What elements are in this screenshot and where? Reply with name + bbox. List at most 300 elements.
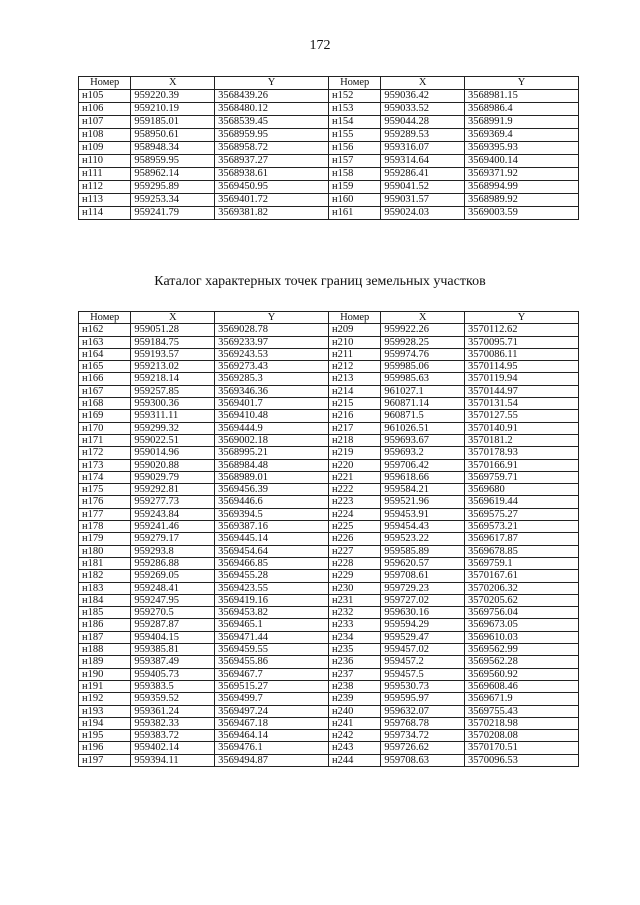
coord-y-cell: 3569371.92: [465, 168, 579, 181]
point-number-cell: н230: [328, 582, 380, 594]
point-number-cell: н211: [328, 348, 380, 360]
coord-y-cell: 3569453.82: [215, 607, 329, 619]
point-number-cell: н233: [328, 619, 380, 631]
coord-x-cell: 959359.52: [131, 693, 215, 705]
coord-x-cell: 959295.89: [131, 181, 215, 194]
point-number-cell: н152: [328, 90, 380, 103]
coord-y-cell: 3569450.95: [215, 181, 329, 194]
coord-x-cell: 959530.73: [381, 680, 465, 692]
point-number-cell: н167: [79, 385, 131, 397]
header-number: Номер: [79, 77, 131, 90]
point-number-cell: н184: [79, 594, 131, 606]
coord-y-cell: 3569515.27: [215, 680, 329, 692]
coord-x-cell: 959383.5: [131, 680, 215, 692]
point-number-cell: н185: [79, 607, 131, 619]
coord-y-cell: 3568539.45: [215, 116, 329, 129]
coord-x-cell: 959300.36: [131, 398, 215, 410]
coord-x-cell: 959270.5: [131, 607, 215, 619]
point-number-cell: н170: [79, 422, 131, 434]
coord-x-cell: 959453.91: [381, 508, 465, 520]
point-number-cell: н217: [328, 422, 380, 434]
table-row: [79, 373, 579, 385]
coord-y-cell: 3570167.61: [465, 570, 579, 582]
coord-x-cell: 959928.25: [381, 336, 465, 348]
point-number-cell: н171: [79, 434, 131, 446]
coord-x-cell: 959457.5: [381, 668, 465, 680]
table-row: [79, 742, 579, 754]
table-header-row: [79, 77, 579, 90]
section-title: Каталог характерных точек границ земельных участков: [154, 274, 486, 289]
point-number-cell: н111: [79, 168, 131, 181]
coord-x-cell: 959044.28: [381, 116, 465, 129]
header-y: Y: [215, 312, 329, 324]
coord-x-cell: 959361.24: [131, 705, 215, 717]
coord-y-cell: 3569419.16: [215, 594, 329, 606]
coord-x-cell: 959729.23: [381, 582, 465, 594]
coord-x-cell: 959457.02: [381, 644, 465, 656]
coord-x-cell: 959523.22: [381, 533, 465, 545]
point-number-cell: н155: [328, 129, 380, 142]
table-row: [79, 521, 579, 533]
point-number-cell: н176: [79, 496, 131, 508]
coord-x-cell: 959618.66: [381, 471, 465, 483]
table-row: [79, 545, 579, 557]
coord-x-cell: 959316.07: [381, 142, 465, 155]
point-number-cell: н214: [328, 385, 380, 397]
header-x: X: [381, 312, 465, 324]
point-number-cell: н191: [79, 680, 131, 692]
coord-y-cell: 3569464.14: [215, 730, 329, 742]
point-number-cell: н106: [79, 103, 131, 116]
coord-y-cell: 3569471.44: [215, 631, 329, 643]
coord-y-cell: 3569028.78: [215, 324, 329, 336]
coord-y-cell: 3569454.64: [215, 545, 329, 557]
coord-x-cell: 961027.1: [381, 385, 465, 397]
coord-x-cell: 958950.61: [131, 129, 215, 142]
coord-y-cell: 3570181.2: [465, 434, 579, 446]
table-row: [79, 471, 579, 483]
table-row: [79, 619, 579, 631]
coord-x-cell: 959257.85: [131, 385, 215, 397]
point-number-cell: н110: [79, 155, 131, 168]
point-number-cell: н173: [79, 459, 131, 471]
coord-y-cell: 3569617.87: [465, 533, 579, 545]
point-number-cell: н187: [79, 631, 131, 643]
coord-x-cell: 959022.51: [131, 434, 215, 446]
coord-x-cell: 959457.2: [381, 656, 465, 668]
coord-x-cell: 959299.32: [131, 422, 215, 434]
table-row: [79, 348, 579, 360]
coord-x-cell: 959241.46: [131, 521, 215, 533]
coord-y-cell: 3570170.51: [465, 742, 579, 754]
point-number-cell: н190: [79, 668, 131, 680]
coord-y-cell: 3569759.71: [465, 471, 579, 483]
table-row: [79, 90, 579, 103]
coord-x-cell: 959693.67: [381, 434, 465, 446]
table-row: [79, 656, 579, 668]
point-number-cell: н232: [328, 607, 380, 619]
point-number-cell: н222: [328, 484, 380, 496]
coord-y-cell: 3569755.43: [465, 705, 579, 717]
point-number-cell: н166: [79, 373, 131, 385]
point-number-cell: н192: [79, 693, 131, 705]
coord-x-cell: 961026.51: [381, 422, 465, 434]
point-number-cell: н160: [328, 194, 380, 207]
point-number-cell: н240: [328, 705, 380, 717]
coord-x-cell: 959630.16: [381, 607, 465, 619]
coord-y-cell: 3569401.7: [215, 398, 329, 410]
coord-y-cell: 3569285.3: [215, 373, 329, 385]
coord-y-cell: 3569444.9: [215, 422, 329, 434]
coord-x-cell: 959632.07: [381, 705, 465, 717]
table-row: [79, 194, 579, 207]
coord-x-cell: 959220.39: [131, 90, 215, 103]
coord-x-cell: 958948.34: [131, 142, 215, 155]
coord-x-cell: 959385.81: [131, 644, 215, 656]
coord-y-cell: 3569680: [465, 484, 579, 496]
coord-y-cell: 3570218.98: [465, 717, 579, 729]
point-number-cell: н154: [328, 116, 380, 129]
coord-y-cell: 3569562.28: [465, 656, 579, 668]
coord-y-cell: 3570096.53: [465, 754, 579, 766]
coord-x-cell: 959292.81: [131, 484, 215, 496]
point-number-cell: н234: [328, 631, 380, 643]
coord-x-cell: 959193.57: [131, 348, 215, 360]
table-row: [79, 447, 579, 459]
coord-y-cell: 3569446.6: [215, 496, 329, 508]
point-number-cell: н153: [328, 103, 380, 116]
table-row: [79, 570, 579, 582]
table-row: [79, 142, 579, 155]
coord-y-cell: 3570086.11: [465, 348, 579, 360]
coord-y-cell: 3569243.53: [215, 348, 329, 360]
coord-x-cell: 959402.14: [131, 742, 215, 754]
header-y: Y: [215, 77, 329, 90]
coord-y-cell: 3570140.91: [465, 422, 579, 434]
point-number-cell: н109: [79, 142, 131, 155]
coord-x-cell: 959213.02: [131, 361, 215, 373]
coord-x-cell: 960871.5: [381, 410, 465, 422]
point-number-cell: н114: [79, 207, 131, 220]
coord-y-cell: 3569494.87: [215, 754, 329, 766]
point-number-cell: н224: [328, 508, 380, 520]
point-number-cell: н107: [79, 116, 131, 129]
coord-y-cell: 3568991.9: [465, 116, 579, 129]
coord-x-cell: 959584.21: [381, 484, 465, 496]
coord-x-cell: 959708.63: [381, 754, 465, 766]
header-number: Номер: [79, 312, 131, 324]
coord-y-cell: 3570131.54: [465, 398, 579, 410]
coord-x-cell: 959185.01: [131, 116, 215, 129]
table-row: [79, 207, 579, 220]
table-row: [79, 693, 579, 705]
coord-x-cell: 959387.49: [131, 656, 215, 668]
coord-x-cell: 959286.41: [381, 168, 465, 181]
coord-x-cell: 959243.84: [131, 508, 215, 520]
table-row: [79, 680, 579, 692]
point-number-cell: н186: [79, 619, 131, 631]
point-number-cell: н195: [79, 730, 131, 742]
point-number-cell: н158: [328, 168, 380, 181]
coord-y-cell: 3569465.1: [215, 619, 329, 631]
table-row: [79, 434, 579, 446]
point-number-cell: н225: [328, 521, 380, 533]
point-number-cell: н210: [328, 336, 380, 348]
coord-x-cell: 959247.95: [131, 594, 215, 606]
coord-y-cell: 3569756.04: [465, 607, 579, 619]
coord-y-cell: 3569562.99: [465, 644, 579, 656]
coord-y-cell: 3569395.93: [465, 142, 579, 155]
point-number-cell: н164: [79, 348, 131, 360]
table-row: [79, 422, 579, 434]
coord-y-cell: 3568989.92: [465, 194, 579, 207]
coord-x-cell: 959036.42: [381, 90, 465, 103]
table-row: [79, 730, 579, 742]
coord-x-cell: 959293.8: [131, 545, 215, 557]
point-number-cell: н235: [328, 644, 380, 656]
table-header-row: [79, 312, 579, 324]
coord-x-cell: 959051.28: [131, 324, 215, 336]
point-number-cell: н209: [328, 324, 380, 336]
point-number-cell: н244: [328, 754, 380, 766]
coord-y-cell: 3569678.85: [465, 545, 579, 557]
coord-x-cell: 959768.78: [381, 717, 465, 729]
point-number-cell: н238: [328, 680, 380, 692]
point-number-cell: н197: [79, 754, 131, 766]
coord-x-cell: 959289.53: [381, 129, 465, 142]
coord-y-cell: 3570166.91: [465, 459, 579, 471]
point-number-cell: н108: [79, 129, 131, 142]
coord-x-cell: 959277.73: [131, 496, 215, 508]
coord-x-cell: 959383.72: [131, 730, 215, 742]
coord-y-cell: 3569575.27: [465, 508, 579, 520]
coord-x-cell: 959708.61: [381, 570, 465, 582]
table-row: [79, 129, 579, 142]
coord-y-cell: 3569619.44: [465, 496, 579, 508]
point-number-cell: н215: [328, 398, 380, 410]
coord-x-cell: 959404.15: [131, 631, 215, 643]
coord-y-cell: 3569476.1: [215, 742, 329, 754]
coord-x-cell: 959405.73: [131, 668, 215, 680]
coord-x-cell: 959693.2: [381, 447, 465, 459]
page-number: 172: [309, 38, 331, 53]
coord-y-cell: 3570095.71: [465, 336, 579, 348]
coord-x-cell: 959041.52: [381, 181, 465, 194]
coord-y-cell: 3569423.55: [215, 582, 329, 594]
coord-y-cell: 3569346.36: [215, 385, 329, 397]
point-number-cell: н178: [79, 521, 131, 533]
header-y: Y: [465, 77, 579, 90]
coord-x-cell: 959020.88: [131, 459, 215, 471]
coord-x-cell: 959210.19: [131, 103, 215, 116]
point-number-cell: н236: [328, 656, 380, 668]
coord-x-cell: 959394.11: [131, 754, 215, 766]
coord-y-cell: 3569467.7: [215, 668, 329, 680]
coord-x-cell: 959594.29: [381, 619, 465, 631]
coord-y-cell: 3569497.24: [215, 705, 329, 717]
coord-y-cell: 3569410.48: [215, 410, 329, 422]
coord-x-cell: 959595.97: [381, 693, 465, 705]
point-number-cell: н177: [79, 508, 131, 520]
coord-x-cell: 959974.76: [381, 348, 465, 360]
coord-y-cell: 3569387.16: [215, 521, 329, 533]
coord-x-cell: 959287.87: [131, 619, 215, 631]
table-row: [79, 103, 579, 116]
coord-y-cell: 3568984.48: [215, 459, 329, 471]
coord-y-cell: 3568937.27: [215, 155, 329, 168]
point-number-cell: н193: [79, 705, 131, 717]
coord-x-cell: 959521.96: [381, 496, 465, 508]
point-number-cell: н182: [79, 570, 131, 582]
coord-x-cell: 959311.11: [131, 410, 215, 422]
coord-y-cell: 3569671.9: [465, 693, 579, 705]
coord-y-cell: 3569573.21: [465, 521, 579, 533]
point-number-cell: н221: [328, 471, 380, 483]
coord-x-cell: 959024.03: [381, 207, 465, 220]
table-row: [79, 484, 579, 496]
coord-y-cell: 3569466.85: [215, 557, 329, 569]
coord-x-cell: 959269.05: [131, 570, 215, 582]
point-number-cell: н212: [328, 361, 380, 373]
point-number-cell: н105: [79, 90, 131, 103]
table-row: [79, 705, 579, 717]
point-number-cell: н231: [328, 594, 380, 606]
coord-y-cell: 3570178.93: [465, 447, 579, 459]
point-number-cell: н237: [328, 668, 380, 680]
coord-y-cell: 3569455.28: [215, 570, 329, 582]
coord-y-cell: 3568480.12: [215, 103, 329, 116]
coord-y-cell: 3569369.4: [465, 129, 579, 142]
point-number-cell: н243: [328, 742, 380, 754]
coord-y-cell: 3569759.1: [465, 557, 579, 569]
table-row: [79, 385, 579, 397]
table-row: [79, 717, 579, 729]
coord-x-cell: 959726.62: [381, 742, 465, 754]
coord-x-cell: 959922.26: [381, 324, 465, 336]
point-number-cell: н157: [328, 155, 380, 168]
header-number: Номер: [328, 77, 380, 90]
point-number-cell: н241: [328, 717, 380, 729]
table-row: [79, 336, 579, 348]
table-row: [79, 181, 579, 194]
coord-x-cell: 959727.02: [381, 594, 465, 606]
coord-y-cell: 3569608.46: [465, 680, 579, 692]
table-row: [79, 324, 579, 336]
table-row: [79, 496, 579, 508]
coord-y-cell: 3569233.97: [215, 336, 329, 348]
table-row: [79, 155, 579, 168]
coord-y-cell: 3568981.15: [465, 90, 579, 103]
coord-x-cell: 958962.14: [131, 168, 215, 181]
point-number-cell: н228: [328, 557, 380, 569]
coordinates-table-catalog: [78, 311, 579, 767]
coord-x-cell: 959585.89: [381, 545, 465, 557]
coord-y-cell: 3569499.7: [215, 693, 329, 705]
table-row: [79, 607, 579, 619]
point-number-cell: н183: [79, 582, 131, 594]
point-number-cell: н172: [79, 447, 131, 459]
coord-y-cell: 3569273.43: [215, 361, 329, 373]
point-number-cell: н159: [328, 181, 380, 194]
coord-y-cell: 3569002.18: [215, 434, 329, 446]
table-row: [79, 459, 579, 471]
coord-y-cell: 3570208.08: [465, 730, 579, 742]
coord-x-cell: 959314.64: [381, 155, 465, 168]
point-number-cell: н213: [328, 373, 380, 385]
coord-x-cell: 959248.41: [131, 582, 215, 594]
point-number-cell: н162: [79, 324, 131, 336]
point-number-cell: н194: [79, 717, 131, 729]
header-number: Номер: [328, 312, 380, 324]
coord-y-cell: 3568938.61: [215, 168, 329, 181]
coordinates-table-top: [78, 76, 579, 220]
coord-y-cell: 3568994.99: [465, 181, 579, 194]
point-number-cell: н242: [328, 730, 380, 742]
coord-x-cell: 959985.63: [381, 373, 465, 385]
coord-x-cell: 959382.33: [131, 717, 215, 729]
point-number-cell: н179: [79, 533, 131, 545]
coord-y-cell: 3569400.14: [465, 155, 579, 168]
coord-x-cell: 959620.57: [381, 557, 465, 569]
coord-x-cell: 958959.95: [131, 155, 215, 168]
point-number-cell: н223: [328, 496, 380, 508]
coord-y-cell: 3570112.62: [465, 324, 579, 336]
coord-y-cell: 3569610.03: [465, 631, 579, 643]
point-number-cell: н218: [328, 434, 380, 446]
point-number-cell: н239: [328, 693, 380, 705]
coord-x-cell: 959031.57: [381, 194, 465, 207]
coord-x-cell: 959253.34: [131, 194, 215, 207]
coord-x-cell: 960871.14: [381, 398, 465, 410]
coord-x-cell: 959218.14: [131, 373, 215, 385]
point-number-cell: н196: [79, 742, 131, 754]
coord-x-cell: 959985.06: [381, 361, 465, 373]
coord-x-cell: 959014.96: [131, 447, 215, 459]
coord-y-cell: 3569560.92: [465, 668, 579, 680]
coord-y-cell: 3569445.14: [215, 533, 329, 545]
point-number-cell: н220: [328, 459, 380, 471]
table-row: [79, 594, 579, 606]
coord-y-cell: 3570127.55: [465, 410, 579, 422]
coord-y-cell: 3569673.05: [465, 619, 579, 631]
coord-y-cell: 3568958.72: [215, 142, 329, 155]
coord-y-cell: 3569394.5: [215, 508, 329, 520]
table-row: [79, 754, 579, 766]
coord-y-cell: 3569455.86: [215, 656, 329, 668]
header-x: X: [381, 77, 465, 90]
table-row: [79, 410, 579, 422]
coord-y-cell: 3568995.21: [215, 447, 329, 459]
table-row: [79, 631, 579, 643]
coord-x-cell: 959033.52: [381, 103, 465, 116]
coord-y-cell: 3569456.39: [215, 484, 329, 496]
point-number-cell: н181: [79, 557, 131, 569]
coord-y-cell: 3570206.32: [465, 582, 579, 594]
coord-x-cell: 959279.17: [131, 533, 215, 545]
table-row: [79, 116, 579, 129]
coord-y-cell: 3568989.01: [215, 471, 329, 483]
point-number-cell: н113: [79, 194, 131, 207]
point-number-cell: н174: [79, 471, 131, 483]
point-number-cell: н226: [328, 533, 380, 545]
point-number-cell: н161: [328, 207, 380, 220]
coord-y-cell: 3568959.95: [215, 129, 329, 142]
coord-y-cell: 3570119.94: [465, 373, 579, 385]
point-number-cell: н163: [79, 336, 131, 348]
coord-x-cell: 959454.43: [381, 521, 465, 533]
coord-x-cell: 959184.75: [131, 336, 215, 348]
table-row: [79, 668, 579, 680]
